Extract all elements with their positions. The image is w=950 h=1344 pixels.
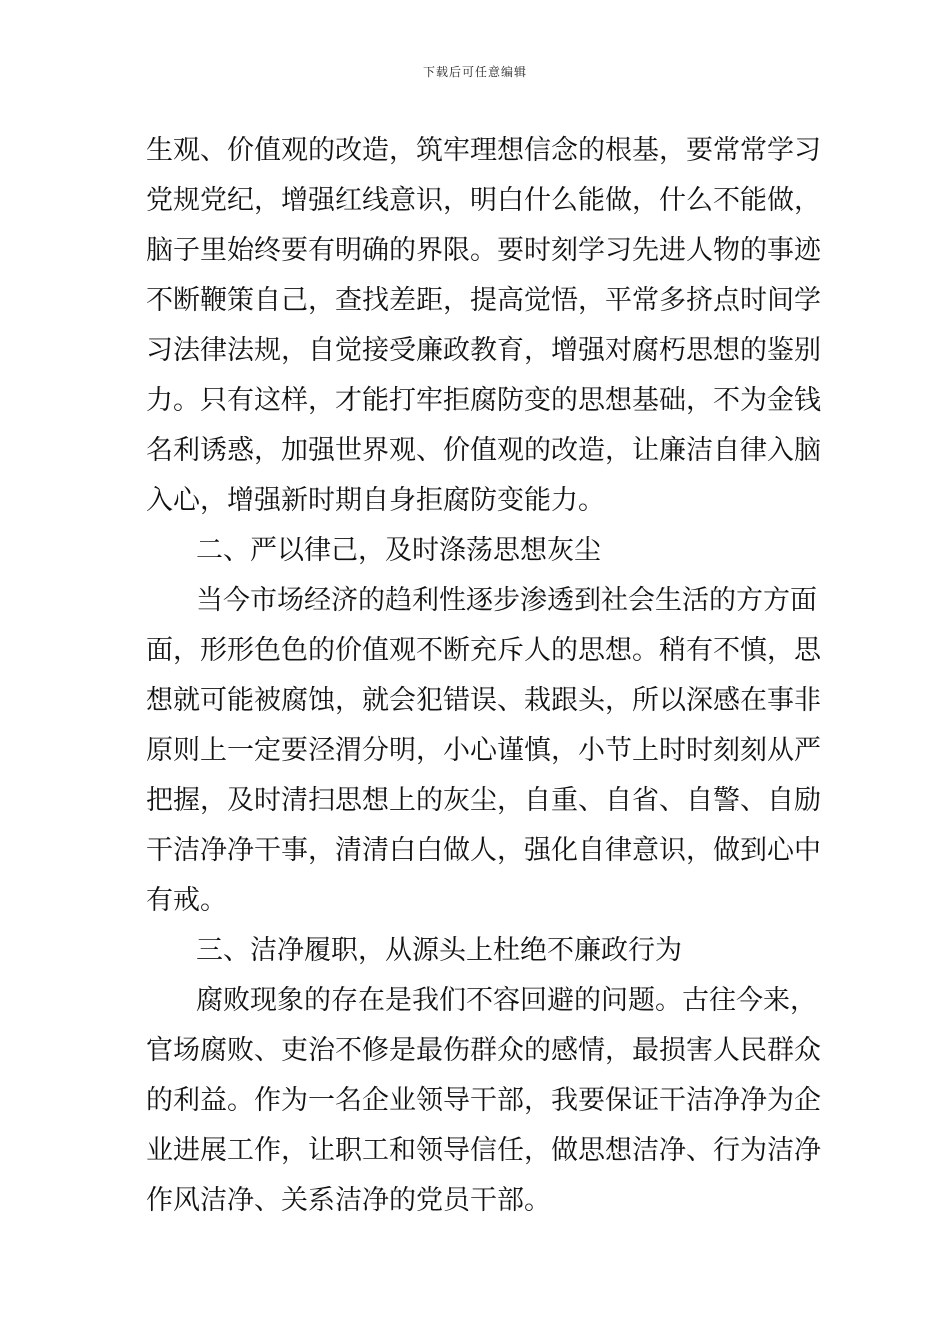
body-line: 官场腐败、吏治不修是最伤群众的感情，最损害人民群众 <box>146 1035 821 1066</box>
body-line: 腐败现象的存在是我们不容回避的问题。古往今来， <box>196 985 817 1016</box>
body-line: 面，形形色色的价值观不断充斥人的思想。稍有不慎，思 <box>146 635 821 666</box>
body-line: 力。只有这样，才能打牢拒腐防变的思想基础，不为金钱 <box>146 385 821 416</box>
section-heading-2: 二、严以律己，及时涤荡思想灰尘 <box>196 535 601 566</box>
header-note: 下载后可任意编辑 <box>422 65 527 79</box>
section-heading-3: 三、洁净履职，从源头上杜绝不廉政行为 <box>196 935 682 966</box>
body-line: 生观、价值观的改造，筑牢理想信念的根基，要常常学习 <box>146 135 821 166</box>
body-line: 党规党纪，增强红线意识，明白什么能做，什么不能做， <box>146 185 821 216</box>
body-line: 原则上一定要泾渭分明，小心谨慎，小节上时时刻刻从严 <box>146 735 821 766</box>
body-line: 作风洁净、关系洁净的党员干部。 <box>146 1185 551 1216</box>
body-line: 脑子里始终要有明确的界限。要时刻学习先进人物的事迹 <box>146 235 821 266</box>
body-line: 干洁净净干事，清清白白做人，强化自律意识，做到心中 <box>146 835 821 866</box>
body-line: 有戒。 <box>146 885 227 916</box>
body-line: 习法律法规，自觉接受廉政教育，增强对腐朽思想的鉴别 <box>146 335 821 366</box>
body-line: 把握，及时清扫思想上的灰尘，自重、自省、自警、自励 <box>146 785 821 816</box>
body-line: 想就可能被腐蚀，就会犯错误、栽跟头，所以深感在事非 <box>146 685 821 716</box>
body-line: 入心，增强新时期自身拒腐防变能力。 <box>146 485 605 516</box>
body-line: 名利诱惑，加强世界观、价值观的改造，让廉洁自律入脑 <box>146 435 821 466</box>
body-line: 的利益。作为一名企业领导干部，我要保证干洁净净为企 <box>146 1085 821 1116</box>
body-line: 不断鞭策自己，查找差距，提高觉悟，平常多挤点时间学 <box>146 285 821 316</box>
body-line: 当今市场经济的趋利性逐步渗透到社会生活的方方面 <box>196 585 817 616</box>
body-line: 业进展工作，让职工和领导信任，做思想洁净、行为洁净 <box>146 1135 821 1166</box>
